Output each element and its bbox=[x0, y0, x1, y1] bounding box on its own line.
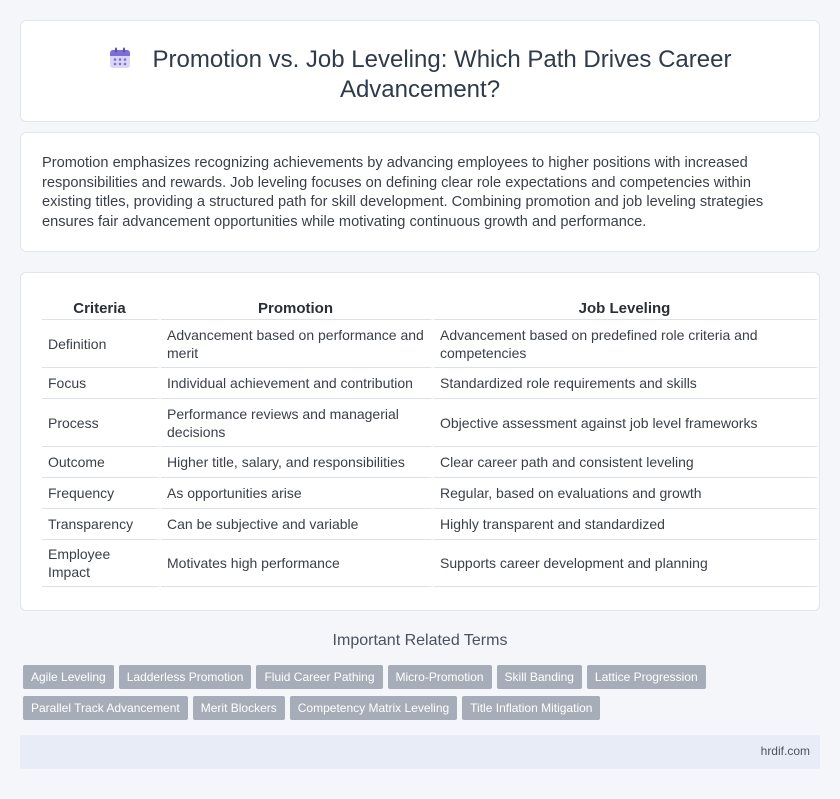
related-terms-row-2 bbox=[23, 696, 823, 720]
row-promotion: Can be subjective and variable bbox=[161, 508, 434, 539]
term-tag[interactable]: Micro-Promotion bbox=[388, 665, 492, 689]
term-tag[interactable]: Fluid Career Pathing bbox=[256, 665, 382, 689]
term-tag[interactable]: Merit Blockers bbox=[193, 696, 285, 720]
row-criteria: Outcome bbox=[42, 446, 161, 477]
comparison-card bbox=[20, 272, 820, 611]
row-criteria: Focus bbox=[42, 367, 161, 398]
term-tag[interactable]: Parallel Track Advancement bbox=[23, 696, 188, 720]
row-job-leveling: Advancement based on predefined role criteria and competencies bbox=[434, 319, 819, 367]
header-promotion: Promotion bbox=[161, 295, 434, 319]
term-tag[interactable]: Ladderless Promotion bbox=[119, 665, 252, 689]
row-criteria: Transparency bbox=[42, 508, 161, 539]
related-terms-row-1 bbox=[23, 665, 823, 689]
row-promotion: Advancement based on performance and merit bbox=[161, 319, 434, 367]
row-promotion: As opportunities arise bbox=[161, 477, 434, 508]
footer-site-link[interactable]: hrdif.com bbox=[760, 744, 810, 758]
term-tag[interactable]: Agile Leveling bbox=[23, 665, 114, 689]
term-tag[interactable]: Competency Matrix Leveling bbox=[290, 696, 457, 720]
row-criteria: Employee Impact bbox=[42, 539, 161, 587]
row-promotion: Motivates high performance bbox=[161, 539, 434, 587]
header-job-leveling: Job Leveling bbox=[434, 295, 819, 319]
row-criteria: Frequency bbox=[42, 477, 161, 508]
table-row bbox=[42, 446, 819, 477]
page-title-wrap bbox=[21, 45, 819, 105]
row-job-leveling: Objective assessment against job level frameworks bbox=[434, 398, 819, 446]
row-job-leveling: Supports career development and planning bbox=[434, 539, 819, 587]
calendar-icon bbox=[109, 47, 131, 69]
table-row bbox=[42, 367, 819, 398]
table-row bbox=[42, 398, 819, 446]
header-criteria: Criteria bbox=[42, 295, 161, 319]
table-row bbox=[42, 539, 819, 587]
footer-bar bbox=[20, 735, 820, 769]
table-row bbox=[42, 319, 819, 367]
row-promotion: Individual achievement and contribution bbox=[161, 367, 434, 398]
row-job-leveling: Regular, based on evaluations and growth bbox=[434, 477, 819, 508]
row-promotion: Performance reviews and managerial decisions bbox=[161, 398, 434, 446]
row-job-leveling: Highly transparent and standardized bbox=[434, 508, 819, 539]
table-row bbox=[42, 508, 819, 539]
row-criteria: Definition bbox=[42, 319, 161, 367]
row-promotion: Higher title, salary, and responsibilities bbox=[161, 446, 434, 477]
summary-card bbox=[20, 132, 820, 252]
summary-text: Promotion emphasizes recognizing achievements by advancing employees to higher positions with increased responsibilities and rewards. Job leveling focuses on defining clear role expectations and competencies within existing titles, providing a structured path for skill development. Combining promotion and job leveling strategies ensures fair advancement opportunities while motivating continuous growth and performance. bbox=[42, 155, 764, 230]
table-header-row bbox=[42, 295, 819, 319]
table-row bbox=[42, 477, 819, 508]
row-criteria: Process bbox=[42, 398, 161, 446]
term-tag[interactable]: Title Inflation Mitigation bbox=[462, 696, 600, 720]
row-job-leveling: Standardized role requirements and skills bbox=[434, 367, 819, 398]
title-card bbox=[20, 20, 820, 122]
row-job-leveling: Clear career path and consistent leveling bbox=[434, 446, 819, 477]
related-terms-heading: Important Related Terms bbox=[332, 632, 508, 649]
page-title: Promotion vs. Job Leveling: Which Path Drives Career Advancement? bbox=[152, 46, 732, 103]
term-tag[interactable]: Skill Banding bbox=[497, 665, 582, 689]
term-tag[interactable]: Lattice Progression bbox=[587, 665, 706, 689]
comparison-table bbox=[42, 295, 819, 587]
